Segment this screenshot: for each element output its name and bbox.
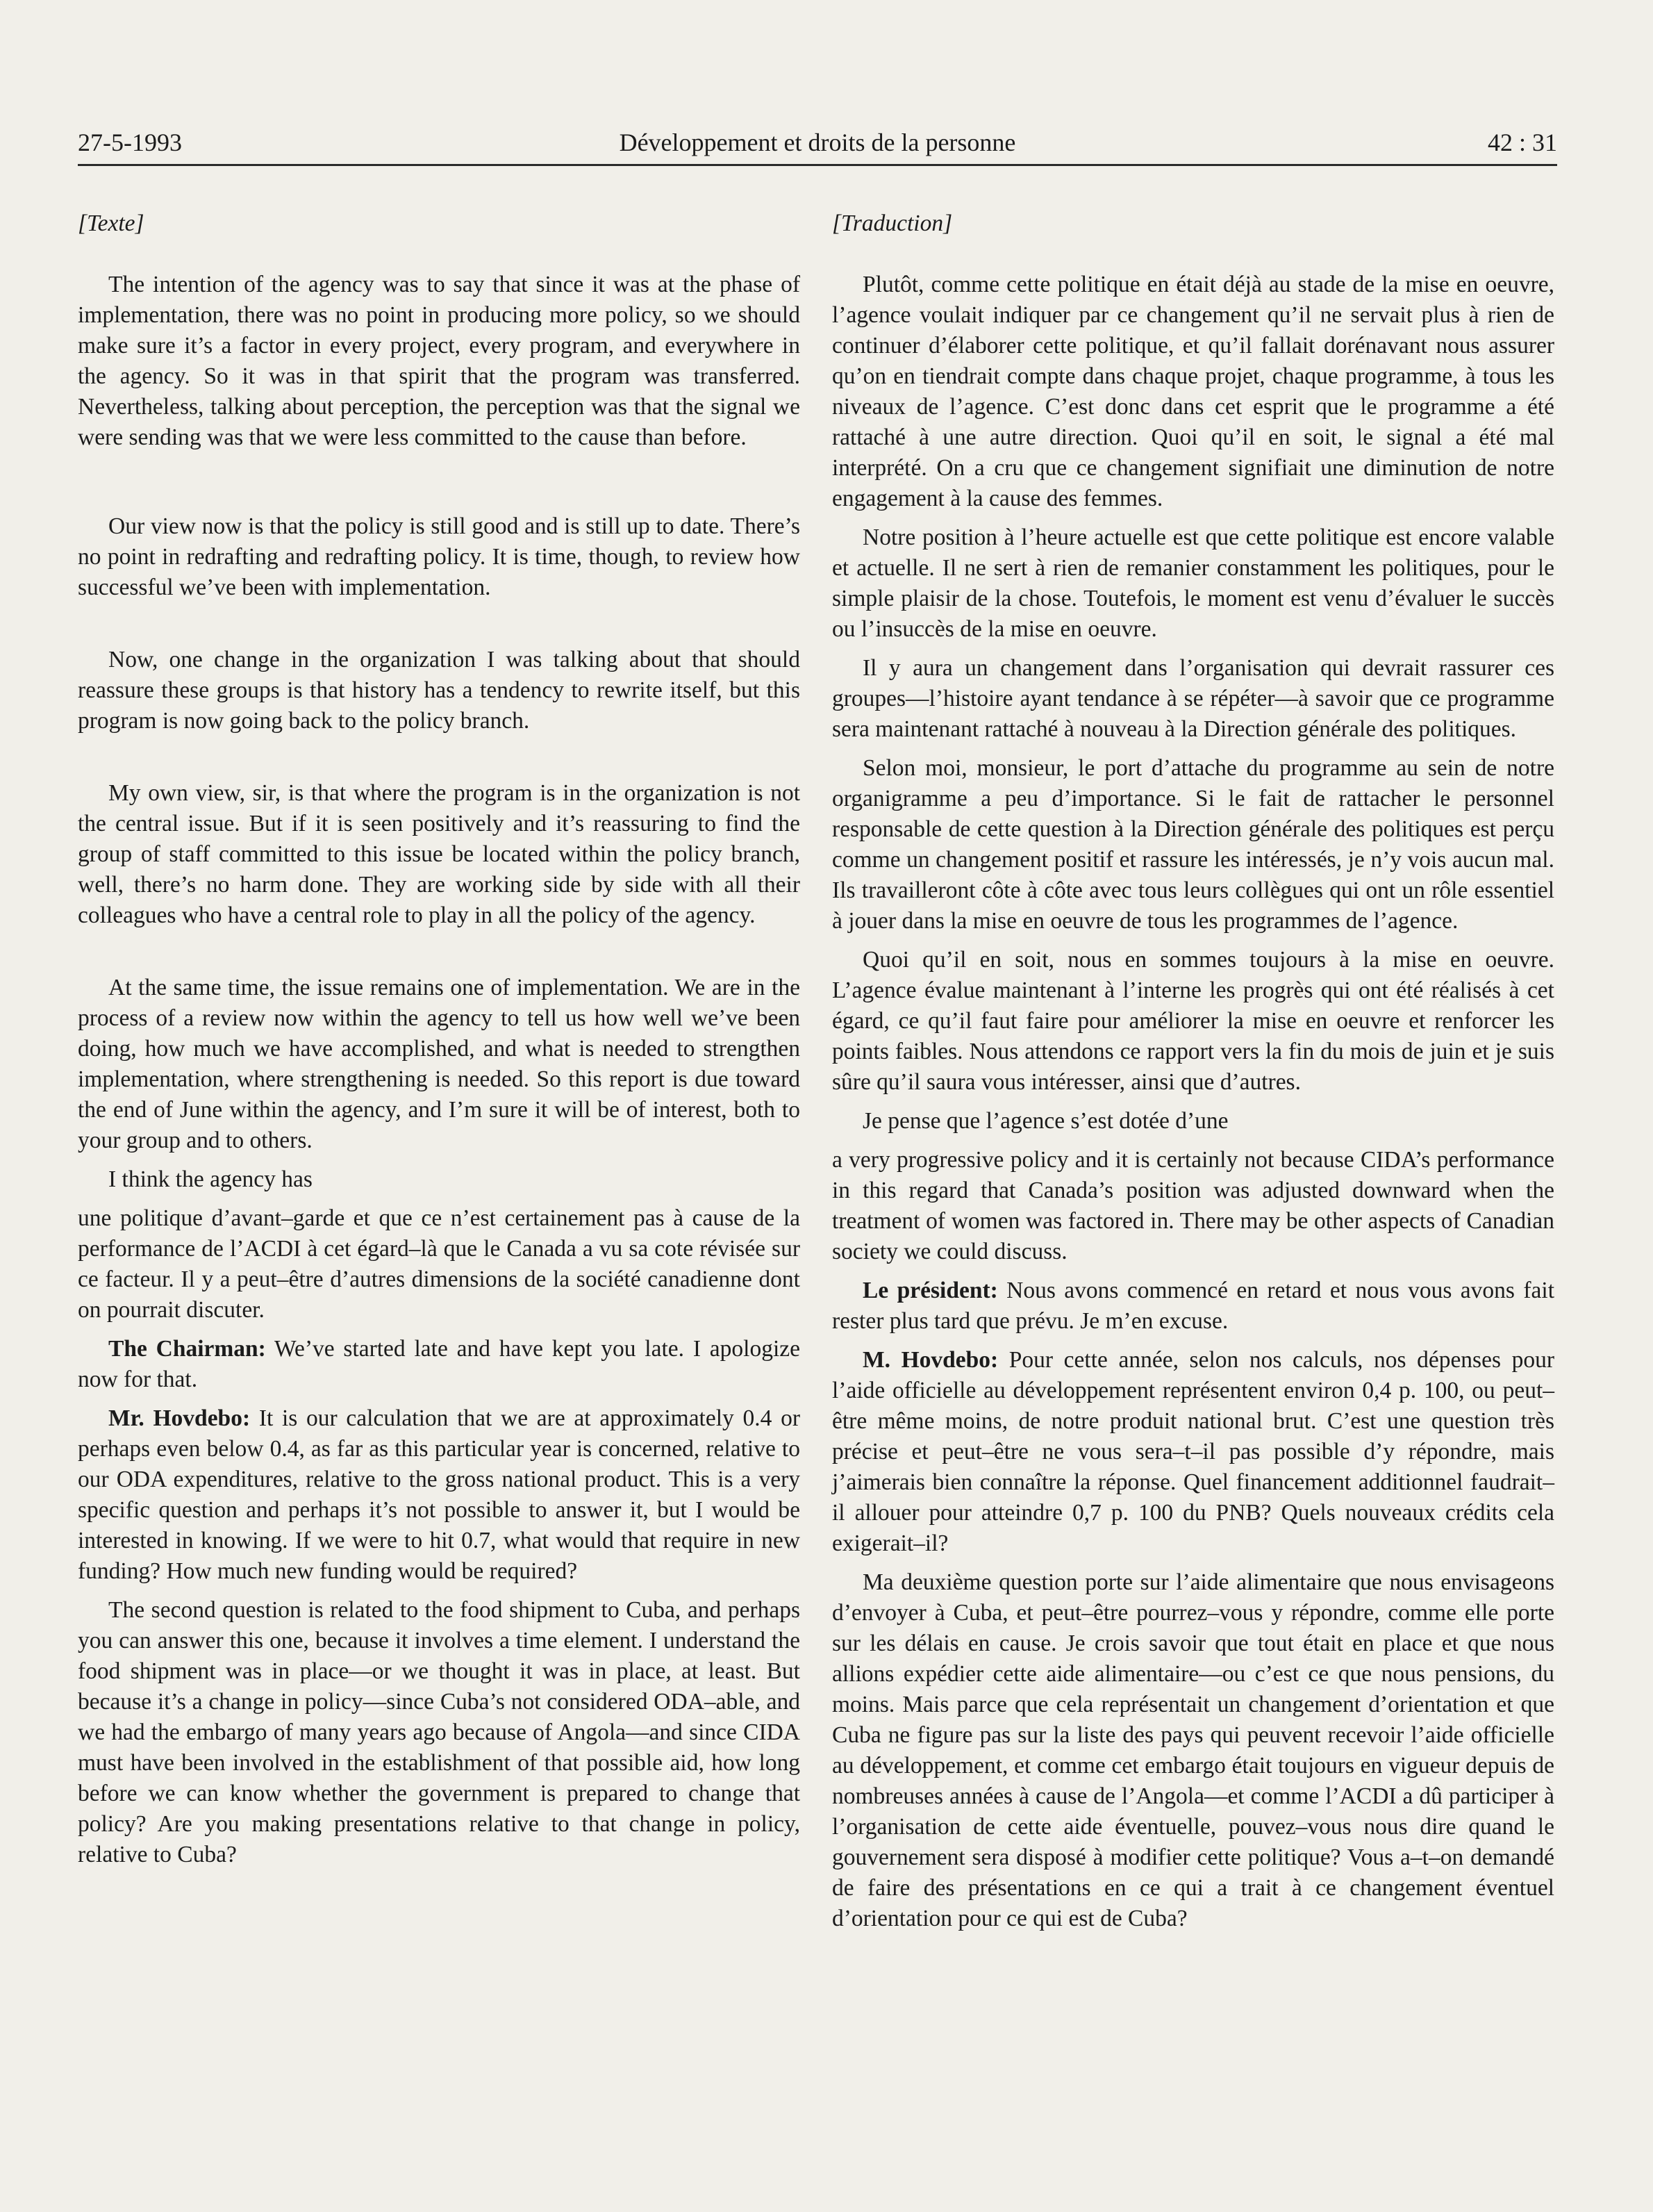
left-paragraph: Our view now is that the policy is still good and is still up to date. There’s no point in redrafting and redrafting policy. It is time, though, to review how successful we’ve been with implementation. — [78, 513, 800, 600]
speaker-name: Mr. Hovdebo: — [108, 1405, 251, 1431]
right-paragraph: Il y aura un changement dans l’organisation qui devrait rassurer ces groupes—l’histoire ayant tendance à se répéter—à savoir que ce programme sera maintenant rattaché à nouveau à la Direction générale des politiques. — [832, 655, 1554, 742]
right-paragraph: Je pense que l’agence s’est dotée d’une — [863, 1108, 1229, 1134]
header-title: Développement et droits de la personne — [619, 129, 1016, 156]
right-paragraph: Quoi qu’il en soit, nous en sommes toujours à la mise en oeuvre. L’agence évalue maintenant à l’interne les progrès qui ont été réalisés à cet égard, ce qu’il faut faire pour améliorer la mise en oeuvre et renforcer les points faibles. Nous attendons ce rapport vers la fin du mois de juin et je suis sûre qu’il saura vous intéresser, ainsi que d’autres. — [832, 947, 1554, 1095]
header-page-number: 42 : 31 — [1487, 129, 1557, 156]
left-paragraph: une politique d’avant–garde et que ce n’est certainement pas à cause de la performance de l’ACDI à cet égard–là que le Canada a vu sa cote révisée sur ce facteur. Il y a peut–être d’autres dimensions de la société canadienne dont on pourrait discuter. — [78, 1205, 800, 1323]
right-paragraph: Plutôt, comme cette politique en était déjà au stade de la mise en oeuvre, l’agence voulait indiquer par ce changement qu’il ne servait plus à rien de continuer d’élaborer cette politique, et qu’il fallait dorénavant nous assurer qu’on en tiendrait compte dans chaque projet, chaque programme, à tous les niveaux de l’agence. C’est donc dans cet esprit que le programme a été rattaché à une autre direction. Quoi qu’il en soit, le signal a été mal interprété. On a cru que ce changement signifiait une diminution de notre engagement à la cause des femmes. — [832, 272, 1554, 511]
left-paragraph: My own view, sir, is that where the program is in the organization is not the central issue. But if it is seen positively and it’s reassuring to find the group of staff committed to this issue be located within the policy branch, well, there’s no harm done. They are working side by side with all their colleagues who have a central role to play in all the policy of the agency. — [78, 780, 800, 928]
left-speaker-paragraph: The Chairman: We’ve started late and have kept you late. I apologize now for that. — [78, 1336, 800, 1392]
right-column-label: [Traduction] — [832, 211, 953, 236]
left-paragraph: I think the agency has — [108, 1166, 313, 1192]
speaker-name: M. Hovdebo: — [863, 1347, 999, 1373]
right-speaker-paragraph: Le président: Nous avons commencé en retard et nous vous avons fait rester plus tard que prévu. Je m’en excuse. — [832, 1278, 1555, 1334]
header-rule — [78, 164, 1557, 166]
header-date: 27-5-1993 — [78, 129, 182, 156]
left-paragraph: Now, one change in the organization I was talking about that should reassure these groups is that history has a tendency to rewrite itself, but this program is now going back to the policy branch. — [78, 647, 800, 734]
left-paragraph: The second question is related to the food shipment to Cuba, and perhaps you can answer this one, because it involves a time element. I understand the food shipment was in place—or we thought it was in place, at least. But because it’s a change in policy—since Cuba’s not considered ODA–able, and we had the embargo of many years ago because of Angola—and since CIDA must have been involved in the establishment of that possible aid, how long before we can know whether the government is prepared to change that policy? Are you making presentations relative to that change in policy, relative to Cuba? — [78, 1597, 800, 1867]
right-paragraph: a very progressive policy and it is certainly not because CIDA’s performance in this regard that Canada’s position was adjusted downward when the treatment of women was factored in. There may be other aspects of Canadian society we could discuss. — [832, 1147, 1554, 1264]
page-header — [78, 125, 1557, 160]
left-paragraph: At the same time, the issue remains one of implementation. We are in the process of a review now within the agency to tell us how well we’ve been doing, how much we have accomplished, and what is needed to strengthen implementation, where strengthening is needed. So this report is due toward the end of June within the agency, and I’m sure it will be of interest, both to your group and to others. — [78, 975, 800, 1153]
left-speaker-paragraph: Mr. Hovdebo: It is our calculation that we are at approximately 0.4 or perhaps even below 0.4, as far as this particular year is concerned, relative to our ODA expenditures, relative to the gross national product. This is a very specific question and perhaps it’s not possible to answer it, but I would be interested in knowing. If we were to hit 0.7, what would that require in new funding? How much new funding would be required? — [78, 1405, 800, 1584]
left-column — [78, 208, 800, 1870]
right-column — [832, 208, 1554, 1934]
left-column-label: [Texte] — [78, 211, 144, 236]
right-paragraph: Selon moi, monsieur, le port d’attache du programme au sein de notre organigramme a peu d’importance. Si le fait de rattacher le personnel responsable de cette question à la Direction générale des politiques est perçu comme un changement positif et rassure les intéressés, je n’y vois aucun mal. Ils travailleront côte à côte avec tous leurs collègues qui ont un rôle essentiel à jouer dans la mise en oeuvre de tous les programmes de l’agence. — [832, 755, 1554, 934]
speaker-name: The Chairman: — [108, 1336, 266, 1362]
right-paragraph: Ma deuxième question porte sur l’aide alimentaire que nous envisageons d’envoyer à Cuba, et peut–être pourrez–vous y répondre, comme elle porte sur les délais en cause. Je crois savoir que tout était en place et que nous allions expédier cette aide alimentaire—ou c’est ce que nous pensions, du moins. Mais parce que cela représentait un changement d’orientation et que Cuba ne figure pas sur la liste des pays qui peuvent recevoir l’aide officielle au développement, et comme cet embargo était toujours en vigueur depuis de nombreuses années à cause de l’Angola—et comme l’ACDI a dû participer à l’organisation de cette aide éventuelle, pouvez–vous nous dire quand le gouvernement sera disposé à modifier cette politique? Vous a–t–on demandé de faire des présentations en ce qui a trait à ce changement éventuel d’orientation pour ce qui est de Cuba? — [832, 1569, 1554, 1931]
left-paragraph: The intention of the agency was to say that since it was at the phase of implementation, there was no point in producing more policy, so we should make sure it’s a factor in every project, every program, and everywhere in the agency. So it was in that spirit that the program was transferred. Nevertheless, talking about perception, the perception was that the signal we were sending was that we were less committed to the cause than before. — [78, 272, 800, 450]
right-speaker-paragraph: M. Hovdebo: Pour cette année, selon nos calculs, nos dépenses pour l’aide officielle au développement représentent environ 0,4 p. 100, ou peut–être même moins, de notre produit national brut. C’est une question très précise et peut–être ne vous sera–t–il pas possible d’y répondre, mais j’aimerais bien connaître la réponse. Quel financement additionnel faudrait–il allouer pour atteindre 0,7 p. 100 du PNB? Quels nouveaux crédits cela exigerait–il? — [832, 1347, 1554, 1556]
speaker-name: Le président: — [863, 1278, 998, 1303]
right-paragraph: Notre position à l’heure actuelle est que cette politique est encore valable et actuelle. Il ne sert à rien de remanier constamment les politiques, pour le simple plaisir de la chose. Toutefois, le moment est venu d’évaluer le succès ou l’insuccès de la mise en oeuvre. — [832, 525, 1554, 642]
